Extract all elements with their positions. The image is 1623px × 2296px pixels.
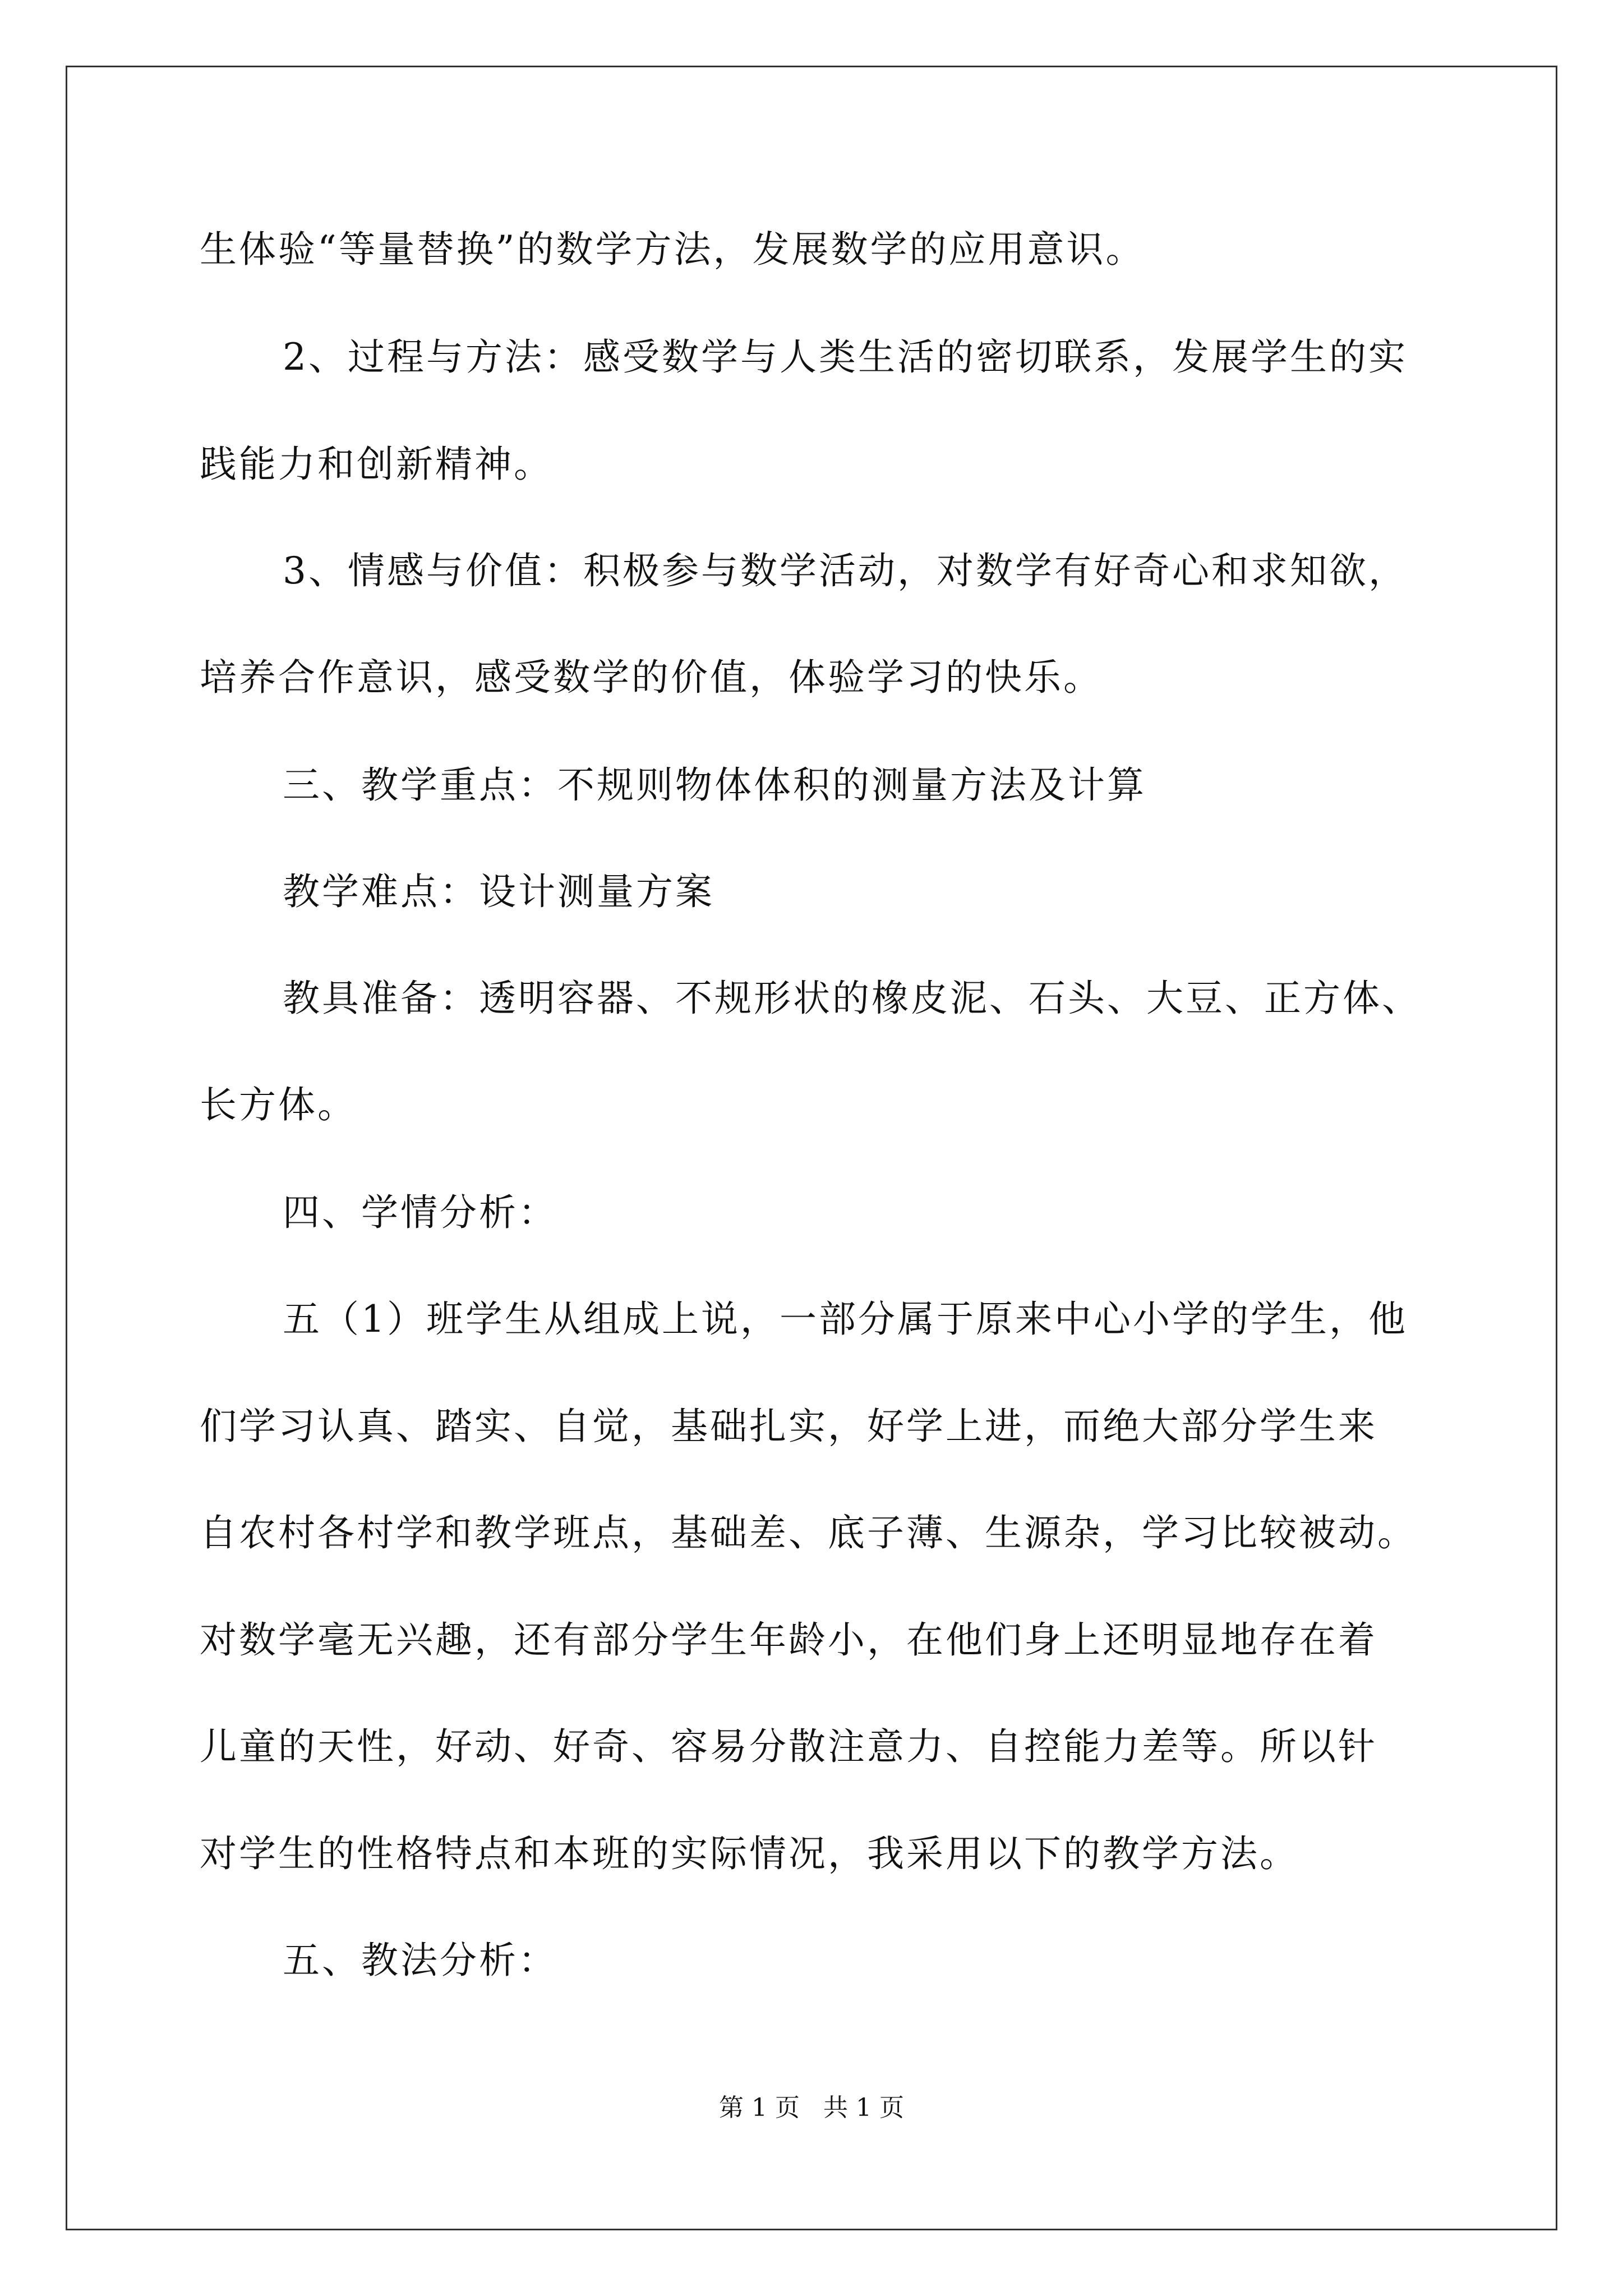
page-border [66,66,1557,2230]
page-footer: 第 1 页 共 1 页 [719,2093,904,2122]
text-line: 生体验“等量替换”的数学方法，发展数学的应用意识。 [200,228,1145,271]
text-line: 培养合作意识，感受数学的价值，体验学习的快乐。 [200,656,1103,699]
text-line: 三、教学重点：不规则物体体积的测量方法及计算 [283,763,1146,807]
text-line: 长方体。 [200,1083,357,1126]
text-line: 儿童的天性，好动、好奇、容易分散注意力、自控能力差等。所以针 [200,1725,1377,1768]
text-line: 教学难点：设计测量方案 [283,870,714,913]
text-line: 2、过程与方法：感受数学与人类生活的密切联系，发展学生的实 [283,335,1408,379]
text-line: 四、学情分析： [283,1191,557,1234]
text-line: 们学习认真、踏实、自觉，基础扎实，好学上进，而绝大部分学生来 [200,1405,1377,1448]
text-line: 五、教法分析： [283,1939,557,1982]
text-line: 教具准备：透明容器、不规形状的橡皮泥、石头、大豆、正方体、 [283,977,1421,1020]
text-line: 践能力和创新精神。 [200,443,553,486]
text-line: 对学生的性格特点和本班的实际情况，我采用以下的教学方法。 [200,1832,1299,1875]
text-line: 五（1）班学生从组成上说，一部分属于原来中心小学的学生，他 [283,1297,1408,1341]
text-line: 对数学毫无兴趣，还有部分学生年龄小，在他们身上还明显地存在着 [200,1618,1377,1662]
text-line: 3、情感与价值：积极参与数学活动，对数学有好奇心和求知欲， [283,549,1408,592]
text-line: 自农村各村学和教学班点，基础差、底子薄、生源杂，学习比较被动。 [200,1511,1417,1554]
